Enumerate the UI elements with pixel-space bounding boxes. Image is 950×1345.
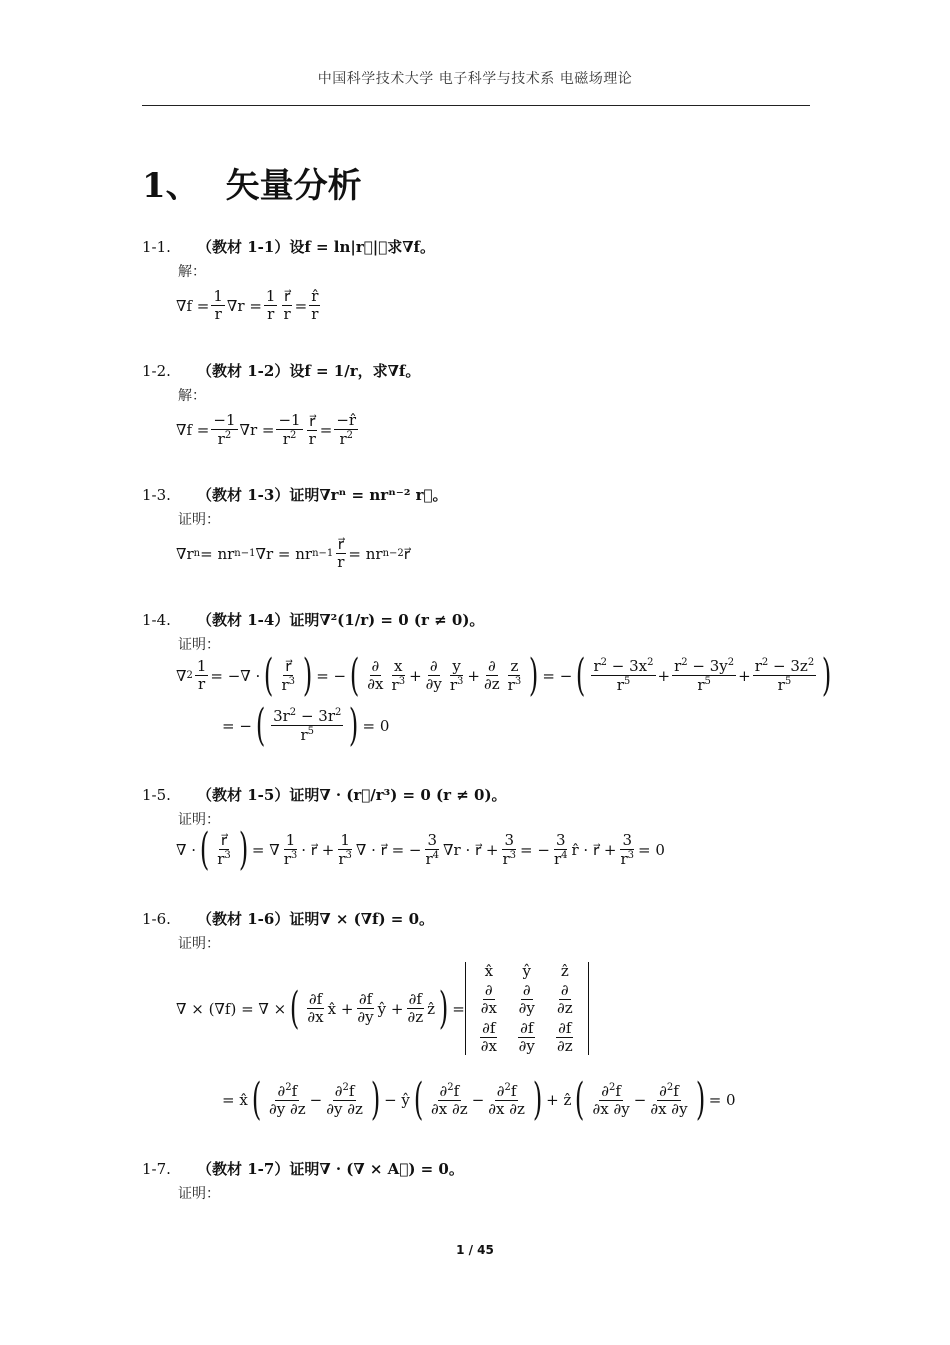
problem-1-5-title: 1-5. （教材 1-5）证明∇ · (r⃗/r³) = 0 (r ≠ 0)。 xyxy=(142,786,507,804)
equation-1-1: ∇f = 1 r ∇r = 1 r r⃗ r = r̂ r xyxy=(176,287,319,324)
equation-1-4-line1: ∇ 2 1 r = −∇ · ( r⃗ $r^3$ ) = − ( ∂ ∂x x $r^3$ + ∂ ∂y y $r^3$ + ∂ ∂z z $r^3$ ) = − ( $r^2 - 3x^2$ $r^5$ + $r^2 - 3y^2$ $r^5$ + $r^2 - 3z^2$ $r^5$ ) xyxy=(176,650,832,701)
problem-1-2-label: 解： xyxy=(178,388,206,404)
problem-1-7-title: 1-7. （教材 1-7）证明∇ · (∇ × A⃗) = 0。 xyxy=(142,1160,464,1178)
page-header: 中国科学技术大学 电子科学与技术系 电磁场理论 xyxy=(317,71,633,87)
equation-1-5: ∇ · ( r⃗ $r^3$ ) = ∇ 1 $r^3$ · r⃗ + 1 $r^3$ ∇ · r⃗ = − 3 $r^4$ ∇r · r⃗ + 3 $r^3$ = − 3 $r^4$ r̂ · r⃗ + 3 $r^3$ = 0 xyxy=(176,824,665,875)
equation-1-6-line2: = x̂ ( ∂$^2$f ∂y ∂z − ∂$^2$f ∂y ∂z ) − ŷ ( ∂$^2$f ∂x ∂z − ∂$^2$f ∂x ∂z ) + ẑ ( ∂$^2$f ∂x ∂y − ∂$^2$f ∂x ∂y ) = 0 xyxy=(222,1074,736,1125)
page-number: 1 / 45 xyxy=(456,1243,494,1257)
equation-1-3: ∇r n = nr n−1 ∇r = nr n−1 r⃗ r = nr n−2 r⃗ xyxy=(176,535,410,572)
chapter-number: 1、 xyxy=(142,166,200,206)
problem-1-4-label: 证明： xyxy=(178,637,220,653)
equation-1-6-line1: ∇ × (∇f) = ∇ × ( ∂f ∂x x̂ + ∂f ∂y ŷ + ∂f ∂z ẑ ) = x̂ ŷ ẑ ∂ ∂x ∂ ∂y ∂ ∂z ∂f ∂x ∂f ∂y ∂f ∂z xyxy=(176,962,589,1055)
problem-1-2-title: 1-2. （教材 1-2）设f = 1/r，求∇f。 xyxy=(142,362,421,380)
chapter-heading xyxy=(142,158,362,207)
problem-1-1-label: 解： xyxy=(178,264,206,280)
problem-1-3-label: 证明： xyxy=(178,512,220,528)
equation-1-4-line2: = − ( $3r^2 - 3r^2$ $r^5$ ) = 0 xyxy=(222,700,390,751)
problem-1-4-title: 1-4. （教材 1-4）证明∇²(1/r) = 0 (r ≠ 0)。 xyxy=(142,611,485,629)
problem-1-6-label: 证明： xyxy=(178,936,220,952)
header-divider xyxy=(142,105,810,106)
problem-1-1-title: 1-1. （教材 1-1）设f = ln|r⃗|，求∇f。 xyxy=(142,238,435,256)
chapter-title: 矢量分析 xyxy=(225,166,362,206)
problem-1-3-title: 1-3. （教材 1-3）证明∇rⁿ = nrⁿ⁻² r⃗。 xyxy=(142,486,448,504)
problem-1-7-label: 证明： xyxy=(178,1186,220,1202)
problem-1-6-title: 1-6. （教材 1-6）证明∇ × (∇f) = 0。 xyxy=(142,910,435,928)
equation-1-2: ∇f = −1 $r^2$ ∇r = −1 $r^2$ r⃗ r = −r̂ $r^2$ xyxy=(176,411,357,449)
problem-1-5-label: 证明： xyxy=(178,812,220,828)
